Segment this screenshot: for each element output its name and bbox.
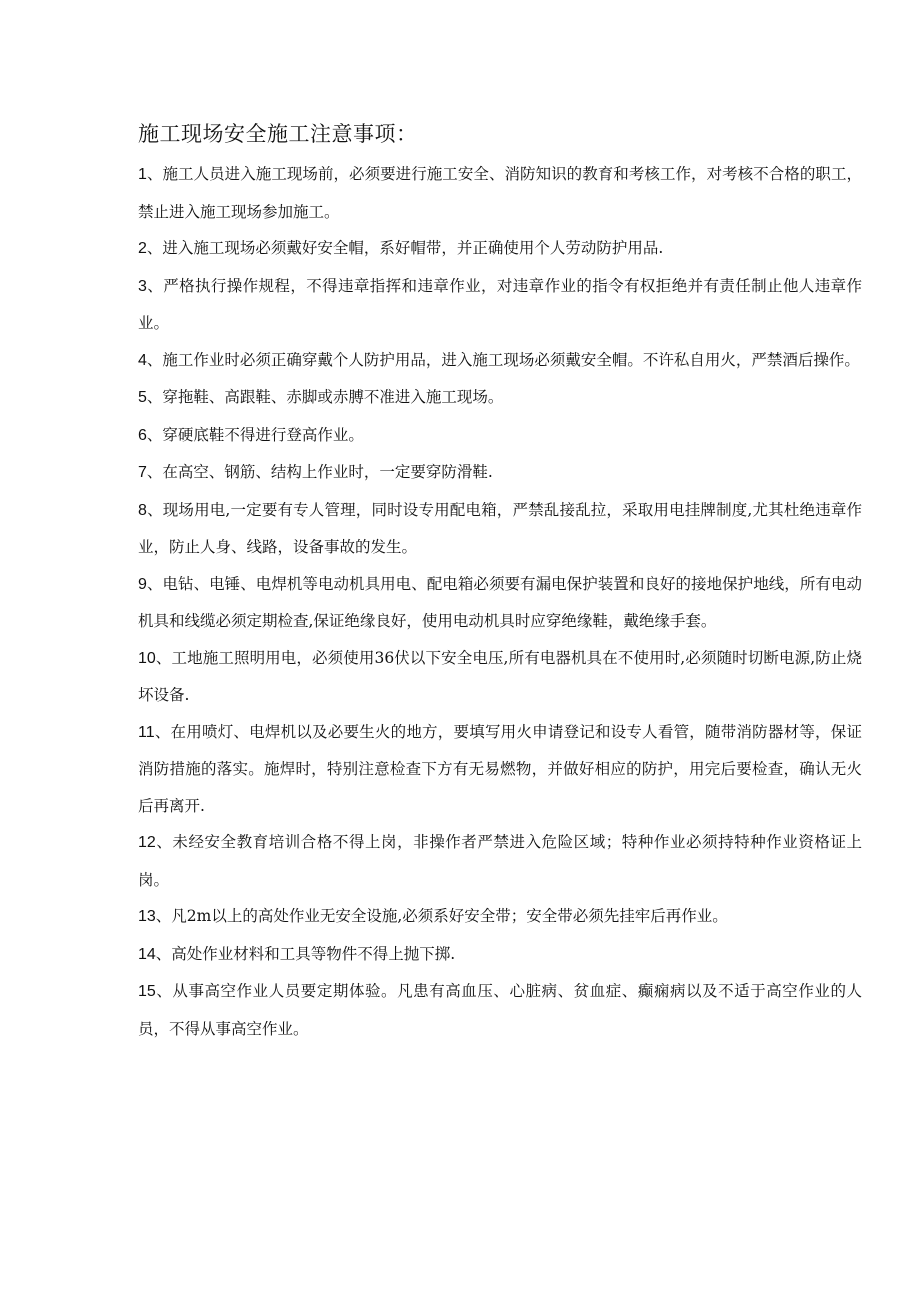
rule-text: 、电钻、电锤、电焊机等电动机具用电、配电箱必须要有漏电保护装置和良好的接地保护地线，所有电动机具和线缆必须定期检查,保证绝缘良好，使用电动机具时应穿绝缘鞋，戴绝缘手套。 [138,574,862,630]
rule-text: 、现场用电,一定要有专人管理，同时设专用配电箱，严禁乱接乱拉，采取用电挂牌制度,尤其杜绝违章作业，防止人身、线路，设备事故的发生。 [138,500,862,556]
rule-number: 3 [138,277,147,295]
rule-item [138,566,862,640]
rule-text: 、工地施工照明用电，必须使用36伏以下安全电压,所有电器机具在不使用时,必须随时切断电源,防止烧坏设备. [138,648,862,704]
rule-number: 7 [138,464,147,481]
rule-item [138,492,862,566]
rule-text: 、凡2m以上的高处作业无安全设施,必须系好安全带；安全带必须先挂牢后再作业。 [155,907,728,925]
rule-item [138,973,862,1047]
rule-item [138,454,862,492]
rule-text: 、施工作业时必须正确穿戴个人防护用品，进入施工现场必须戴安全帽。不许私自用火，严禁酒后操作。 [146,350,860,369]
rule-text: 、未经安全教育培训合格不得上岗，非操作者严禁进入危险区域；特种作业必须持特种作业资格证上岗。 [138,833,862,889]
rule-item [138,824,862,898]
rule-number: 2 [138,240,147,257]
rule-number: 6 [138,426,147,444]
rule-item [138,417,862,455]
rule-item [138,936,862,974]
rule-number: 8 [138,501,147,519]
rule-item [138,714,862,825]
rule-item [138,342,862,380]
rule-number: 13 [138,908,156,925]
rule-item [138,268,862,342]
rule-text: 、在用喷灯、电焊机以及必要生火的地方，要填写用火申请登记和设专人看管，随带消防器材等，保证消防措施的落实。施焊时，特别注意检查下方有无易燃物，并做好相应的防护，用完后要检查，确认无火后再离开. [138,722,862,815]
rule-number: 14 [138,945,156,963]
rule-item [138,379,862,417]
rule-number: 4 [138,351,147,369]
rule-text: 、高处作业材料和工具等物件不得上抛下掷. [155,944,456,963]
rule-number: 15 [138,983,156,1000]
rule-number: 12 [138,834,156,851]
rule-number: 10 [138,649,156,667]
rule-item [138,156,862,230]
safety-rules-list [138,156,862,1047]
rule-text: 、从事高空作业人员要定期体验。凡患有高血压、心脏病、贫血症、癫痫病以及不适于高空作业的人员，不得从事高空作业。 [138,982,862,1038]
rule-text: 、施工人员进入施工现场前，必须要进行施工安全、消防知识的教育和考核工作，对考核不合格的职工，禁止进入施工现场参加施工。 [138,165,862,221]
rule-item [138,230,862,268]
rule-text: 、严格执行操作规程，不得违章指挥和违章作业，对违章作业的指令有权拒绝并有责任制止他人违章作业。 [138,276,862,332]
rule-text: 、进入施工现场必须戴好安全帽，系好帽带，并正确使用个人劳动防护用品. [146,239,664,257]
rule-number: 1 [138,166,147,183]
rule-number: 9 [138,575,147,593]
document-title: 施工现场安全施工注意事项： [138,122,418,146]
rule-text: 、在高空、钢筋、结构上作业时，一定要穿防滑鞋. [146,463,493,481]
rule-item [138,898,862,936]
rule-item [138,640,862,714]
rule-number: 11 [138,723,155,741]
rule-text: 、穿拖鞋、高跟鞋、赤脚或赤膊不准进入施工现场。 [146,388,504,406]
rule-number: 5 [138,389,147,406]
rule-text: 、穿硬底鞋不得进行登高作业。 [146,425,364,444]
